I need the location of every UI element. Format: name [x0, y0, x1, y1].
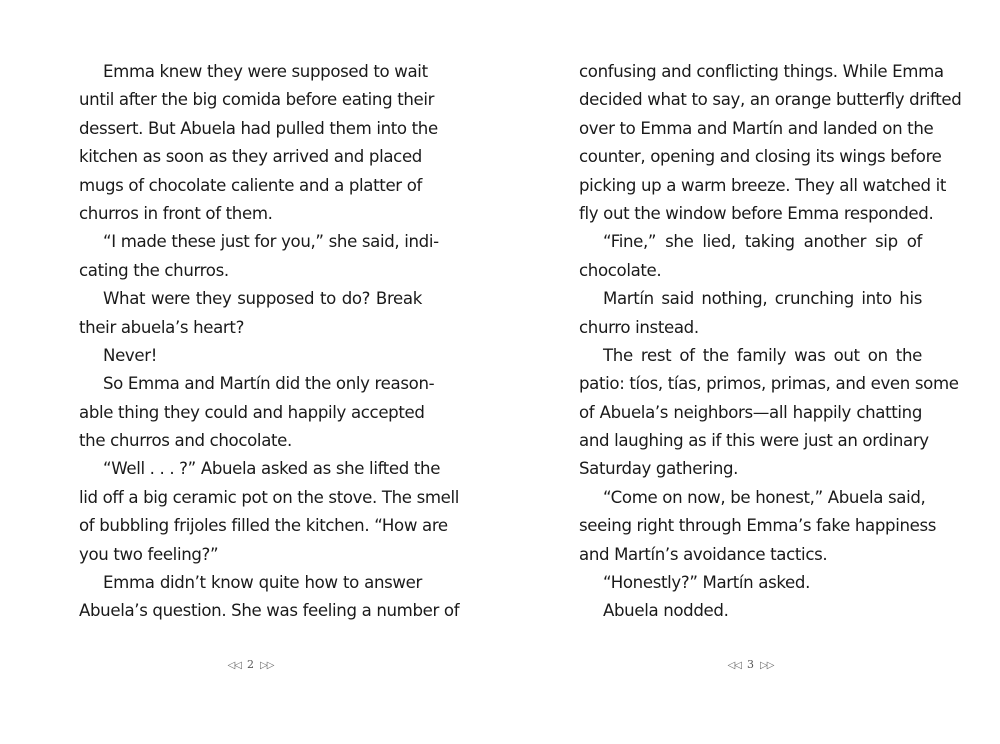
page-number: 3	[747, 658, 754, 671]
right-page-footer	[579, 658, 922, 671]
text-line: over to Emma and Martín and landed on the	[579, 118, 934, 138]
text-line: churro instead.	[579, 317, 699, 337]
text-line: able thing they could and happily accepted	[79, 402, 425, 422]
text-line: decided what to say, an orange butterfly drifted	[579, 90, 962, 110]
text-line: Abuela’s question. She was feeling a number of	[79, 601, 460, 621]
text-line: “Well . . . ?” Abuela asked as she lifted the	[103, 459, 441, 479]
right-arrows-icon: ▷▷	[260, 660, 274, 671]
left-page	[79, 58, 460, 626]
text-line: So Emma and Martín did the only reason-	[103, 374, 435, 394]
text-line: Emma knew they were supposed to wait	[103, 62, 428, 81]
right-page	[579, 58, 962, 626]
text-line: “I made these just for you,” she said, indi-	[103, 232, 439, 252]
right-arrows-icon: ▷▷	[760, 660, 774, 671]
right-page-text	[579, 58, 962, 626]
text-line: and Martín’s avoidance tactics.	[579, 544, 828, 564]
text-line: Abuela nodded.	[603, 601, 729, 621]
text-line: Martín said nothing, crunching into his	[603, 289, 922, 309]
text-line: lid off a big ceramic pot on the stove. The smell	[79, 487, 460, 507]
text-line: mugs of chocolate caliente and a platter of	[79, 175, 422, 195]
left-arrows-icon: ◁◁	[727, 660, 741, 671]
left-arrows-icon: ◁◁	[227, 660, 241, 671]
text-line: picking up a warm breeze. They all watched it	[579, 175, 947, 195]
text-line: patio: tíos, tías, primos, primas, and even some	[579, 374, 959, 394]
text-line: confusing and conflicting things. While Emma	[579, 62, 944, 81]
text-line: “Fine,” she lied, taking another sip of	[603, 232, 922, 252]
text-line: Saturday gathering.	[579, 459, 739, 479]
text-line: their abuela’s heart?	[79, 317, 245, 337]
text-line: kitchen as soon as they arrived and placed	[79, 147, 422, 167]
page-number: 2	[247, 658, 254, 671]
text-line: Never!	[103, 345, 158, 365]
text-line: and laughing as if this were just an ordinary	[579, 431, 929, 451]
text-line: the churros and chocolate.	[79, 431, 292, 451]
left-page-footer	[79, 658, 422, 671]
text-line: of bubbling frijoles filled the kitchen. “How are	[79, 516, 448, 536]
text-line: cating the churros.	[79, 260, 229, 280]
text-line: The rest of the family was out on the	[603, 345, 922, 365]
text-line: chocolate.	[579, 260, 662, 280]
text-line: seeing right through Emma’s fake happiness	[579, 516, 937, 536]
text-line: of Abuela’s neighbors—all happily chatting	[579, 402, 922, 422]
text-line: dessert. But Abuela had pulled them into the	[79, 118, 438, 138]
text-line: “Come on now, be honest,” Abuela said,	[603, 487, 926, 507]
left-page-text	[79, 58, 460, 626]
text-line: counter, opening and closing its wings before	[579, 147, 942, 167]
text-line: “Honestly?” Martín asked.	[603, 573, 811, 593]
text-line: until after the big comida before eating their	[79, 90, 435, 110]
text-line: fly out the window before Emma responded.	[579, 203, 934, 223]
text-line: What were they supposed to do? Break	[103, 289, 422, 309]
text-line: you two feeling?”	[79, 544, 219, 564]
text-line: churros in front of them.	[79, 203, 273, 223]
text-line: Emma didn’t know quite how to answer	[103, 573, 422, 593]
